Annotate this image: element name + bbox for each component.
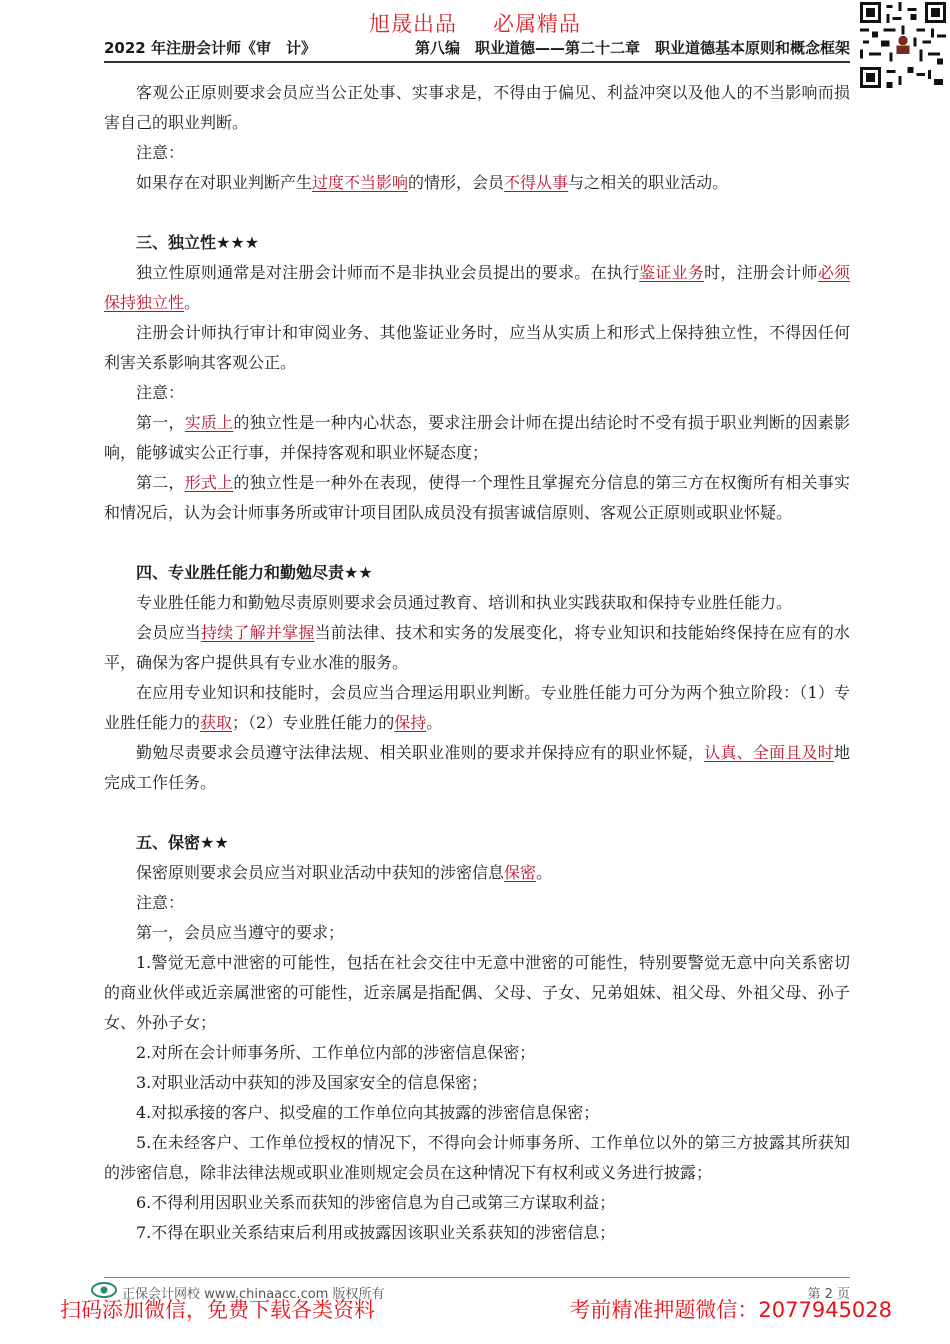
text-run: 保密原则要求会员应当对职业活动中获知的涉密信息 xyxy=(136,863,505,882)
paragraph xyxy=(104,618,850,678)
document-body xyxy=(104,78,850,1248)
paragraph xyxy=(104,168,850,198)
text-run: 5.在未经客户、工作单位授权的情况下，不得向会计师事务所、工作单位以外的第三方披露其所获知的涉密信息，除非法律法规或职业准则规定会员在这种情况下有权利或义务进行披露； xyxy=(104,1133,850,1182)
text-run: 会员应当 xyxy=(136,623,201,642)
text-run: 第二， xyxy=(136,473,185,492)
paragraph xyxy=(104,78,850,138)
key-term: 不得从事 xyxy=(504,173,569,192)
text-run: 注意： xyxy=(136,143,185,162)
text-run: 的情形，会员 xyxy=(408,173,505,192)
text-run: 勤勉尽责要求会员遵守法律法规、相关职业准则的要求并保持应有的职业怀疑， xyxy=(136,743,705,762)
text-run: 3.对职业活动中获知的涉及国家安全的信息保密； xyxy=(136,1073,488,1092)
text-run: 。 xyxy=(536,863,553,882)
paragraph xyxy=(104,738,850,798)
text-run: 五、保密★★ xyxy=(136,833,229,852)
text-run: 当前法律、技术和实务的发展变化，将专业知识和技能始终保持在应有的水平，确保为客户提供具有专业水准的服务。 xyxy=(104,623,850,672)
section-heading xyxy=(104,558,850,588)
header-divider xyxy=(104,61,850,63)
paragraph xyxy=(104,858,850,888)
footer-copyright: 正保会计网校 www.chinaacc.com 版权所有 xyxy=(122,1287,385,1302)
paragraph xyxy=(104,948,850,1038)
key-term: 持续了解并掌握 xyxy=(200,623,315,642)
promo-left[interactable]: 扫码添加微信，免费下载各类资料 xyxy=(60,1298,375,1322)
text-run: 。 xyxy=(426,713,443,732)
text-run: 注册会计师执行审计和审阅业务、其他鉴证业务时，应当从实质上和形式上保持独立性，不得因任何利害关系影响其客观公正。 xyxy=(104,323,850,372)
brand-right: 必属精品 xyxy=(493,12,581,36)
key-term: 必须保持独立性 xyxy=(104,263,850,312)
text-run: 地完成工作任务。 xyxy=(104,743,850,792)
footer-divider xyxy=(104,1277,850,1278)
text-run: 7.不得在职业关系结束后利用或披露因该职业关系获知的涉密信息； xyxy=(136,1223,616,1242)
key-term: 保密 xyxy=(504,863,537,882)
header-chapter-title: 第八编 职业道德——第二十二章 职业道德基本原则和概念框架 xyxy=(414,39,850,57)
paragraph xyxy=(104,1218,850,1248)
brand-left: 旭晟出品 xyxy=(369,12,457,36)
key-term: 获取 xyxy=(200,713,233,732)
paragraph xyxy=(104,1188,850,1218)
text-run: 第一， xyxy=(136,413,185,432)
text-run: ；（2）专业胜任能力的 xyxy=(232,713,395,732)
paragraph xyxy=(104,408,850,468)
text-run: 注意： xyxy=(136,893,185,912)
paragraph xyxy=(104,258,850,318)
text-run: 4.对拟承接的客户、拟受雇的工作单位向其披露的涉密信息保密； xyxy=(136,1103,600,1122)
key-term: 过度不当影响 xyxy=(312,173,409,192)
paragraph xyxy=(104,138,850,168)
paragraph xyxy=(104,318,850,378)
paragraph xyxy=(104,588,850,618)
key-term: 鉴证业务 xyxy=(639,263,705,282)
paragraph xyxy=(104,1068,850,1098)
text-run: 如果存在对职业判断产生 xyxy=(136,173,313,192)
text-run: 时，注册会计师 xyxy=(704,263,818,282)
brand-banner xyxy=(0,8,950,38)
text-run: 独立性原则通常是对注册会计师而不是非执业会员提出的要求。在执行 xyxy=(136,263,640,282)
section-heading xyxy=(104,828,850,858)
text-run: 四、专业胜任能力和勤勉尽责★★ xyxy=(136,563,373,582)
key-term: 形式上 xyxy=(184,473,234,492)
text-run: 的独立性是一种内心状态，要求注册会计师在提出结论时不受有损于职业判断的因素影响，能够诚实公正行事，并保持客观和职业怀疑态度； xyxy=(104,413,850,462)
header-book-title: 2022 年注册会计师《审 计》 xyxy=(104,39,316,57)
page-number: 第 2 页 xyxy=(807,1287,850,1302)
text-run: 第一，会员应当遵守的要求； xyxy=(136,923,345,942)
paragraph xyxy=(104,678,850,738)
key-term: 实质上 xyxy=(184,413,234,432)
text-run: 1.警觉无意中泄密的可能性，包括在社会交往中无意中泄密的可能性，特别要警觉无意中向关系密切的商业伙伴或近亲属泄密的可能性，近亲属是指配偶、父母、子女、兄弟姐妹、祖父母、外祖父母、孙子女、外孙子女； xyxy=(104,953,850,1032)
paragraph xyxy=(104,1128,850,1188)
text-run: 专业胜任能力和勤勉尽责原则要求会员通过教育、培训和执业实践获取和保持专业胜任能力。 xyxy=(136,593,793,612)
text-run: 在应用专业知识和技能时，会员应当合理运用职业判断。专业胜任能力可分为两个独立阶段：（1）专业胜任能力的 xyxy=(104,683,850,732)
text-run: 2.对所在会计师事务所、工作单位内部的涉密信息保密； xyxy=(136,1043,536,1062)
paragraph xyxy=(104,468,850,528)
key-term: 认真、全面且及时 xyxy=(704,743,834,762)
promo-right[interactable]: 考前精准押题微信：2077945028 xyxy=(569,1298,892,1322)
text-run: 三、独立性★★★ xyxy=(136,233,260,252)
paragraph xyxy=(104,918,850,948)
paragraph xyxy=(104,1038,850,1068)
text-run: 客观公正原则要求会员应当公正处事、实事求是，不得由于偏见、利益冲突以及他人的不当影响而损害自己的职业判断。 xyxy=(104,83,850,132)
text-run: 的独立性是一种外在表现，使得一个理性且掌握充分信息的第三方在权衡所有相关事实和情况后，认为会计师事务所或审计项目团队成员没有损害诚信原则、客观公正原则或职业怀疑。 xyxy=(104,473,850,522)
text-run: 与之相关的职业活动。 xyxy=(568,173,729,192)
paragraph xyxy=(104,1098,850,1128)
text-run: 注意： xyxy=(136,383,185,402)
key-term: 保持 xyxy=(394,713,427,732)
paragraph xyxy=(104,888,850,918)
text-run: 。 xyxy=(184,293,201,312)
paragraph xyxy=(104,378,850,408)
section-heading xyxy=(104,228,850,258)
text-run: 6.不得利用因职业关系而获知的涉密信息为自己或第三方谋取利益； xyxy=(136,1193,616,1212)
qr-code-icon[interactable] xyxy=(860,2,946,88)
